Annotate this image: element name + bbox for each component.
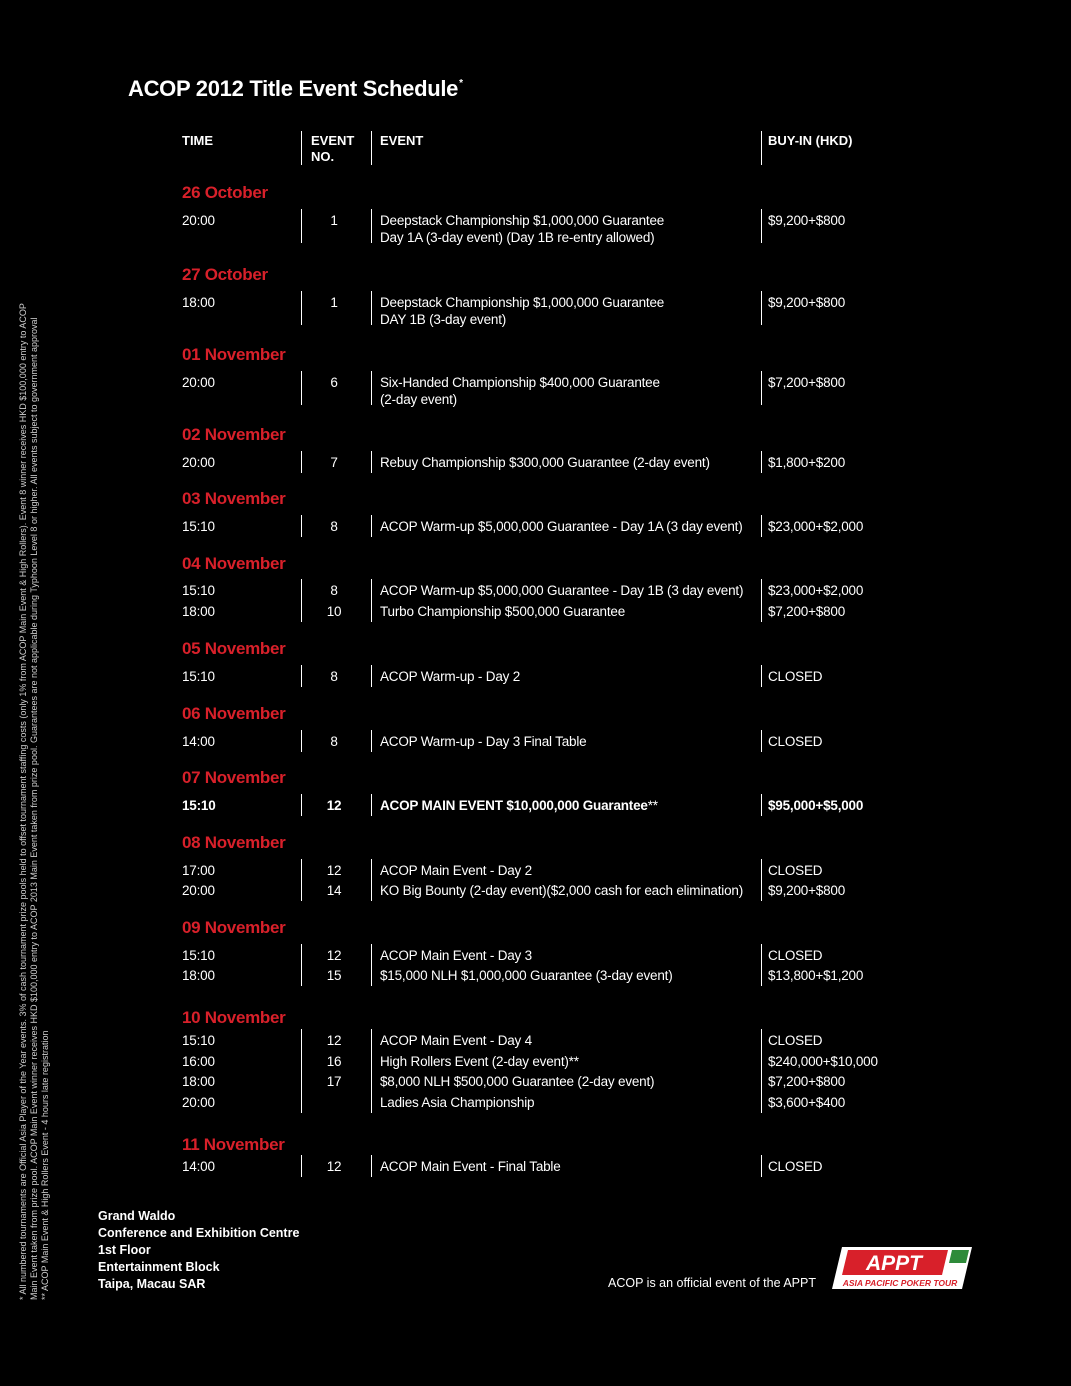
event-name — [380, 374, 660, 408]
event-buyin: CLOSED — [768, 734, 823, 749]
event-name — [380, 1158, 561, 1175]
event-buyin: $95,000+$5,000 — [768, 798, 864, 813]
column-divider — [301, 579, 302, 622]
header-divider — [371, 131, 372, 165]
date-heading: 04 November — [182, 554, 286, 573]
event-name-line: Day 1A (3-day event) (Day 1B re-entry allowed) — [380, 230, 655, 245]
column-divider — [301, 371, 302, 405]
event-name — [380, 797, 658, 814]
event-buyin: $9,200+$800 — [768, 883, 846, 898]
event-name — [380, 668, 520, 685]
event-number: 16 — [326, 1054, 342, 1069]
event-time: 20:00 — [182, 213, 215, 228]
header-event: EVENT — [380, 133, 424, 148]
event-name-line: ACOP MAIN EVENT $10,000,000 Guarantee** — [380, 798, 658, 813]
column-divider — [301, 794, 302, 816]
event-buyin: $7,200+$800 — [768, 375, 846, 390]
event-name-line: $15,000 NLH $1,000,000 Guarantee (3-day event) — [380, 968, 673, 983]
event-number: 10 — [326, 604, 342, 619]
header-event-no: EVENT NO. — [311, 133, 355, 164]
column-divider — [371, 291, 372, 325]
event-name-line: Deepstack Championship $1,000,000 Guarantee — [380, 295, 665, 310]
event-time: 20:00 — [182, 375, 215, 390]
event-number: 8 — [330, 583, 338, 598]
date-heading: 10 November — [182, 1008, 286, 1027]
column-divider — [301, 1029, 302, 1113]
column-divider — [761, 730, 762, 752]
event-name — [380, 212, 664, 246]
event-number: 7 — [330, 455, 338, 470]
event-name — [380, 518, 743, 535]
event-buyin: CLOSED — [768, 948, 823, 963]
column-divider — [371, 579, 372, 622]
event-number: 8 — [330, 669, 338, 684]
event-time: 15:10 — [182, 583, 215, 598]
column-divider — [371, 794, 372, 816]
event-name — [380, 947, 532, 964]
event-name-line: ACOP Warm-up $5,000,000 Guarantee - Day 1B (3 day event) — [380, 583, 744, 598]
date-heading: 11 November — [182, 1135, 285, 1154]
event-number: 12 — [326, 948, 342, 963]
date-heading: 08 November — [182, 833, 286, 852]
column-divider — [761, 291, 762, 325]
event-name-line: Rebuy Championship $300,000 Guarantee (2-day event) — [380, 455, 710, 470]
page-title: ACOP 2012 Title Event Schedule* — [128, 76, 463, 101]
column-divider — [371, 665, 372, 687]
event-name-line: Turbo Championship $500,000 Guarantee — [380, 604, 626, 619]
header-divider — [761, 131, 762, 165]
column-divider — [371, 209, 372, 243]
date-heading: 26 October — [182, 183, 268, 202]
column-divider — [761, 665, 762, 687]
column-divider — [761, 371, 762, 405]
event-time: 20:00 — [182, 1095, 215, 1110]
event-name — [380, 294, 664, 328]
event-name-line: ACOP Main Event - Day 2 — [380, 863, 532, 878]
event-name — [380, 1032, 532, 1049]
event-name — [380, 1094, 534, 1111]
event-time: 15:10 — [182, 798, 216, 813]
date-heading: 01 November — [182, 345, 286, 364]
event-time: 14:00 — [182, 734, 215, 749]
event-name-line: ACOP Warm-up - Day 2 — [380, 669, 521, 684]
column-divider — [301, 1155, 302, 1177]
column-divider — [301, 451, 302, 473]
event-time: 20:00 — [182, 455, 215, 470]
event-number: 12 — [326, 1033, 342, 1048]
event-name-line: ACOP Main Event - Day 4 — [380, 1033, 532, 1048]
column-divider — [371, 451, 372, 473]
column-divider — [371, 1029, 372, 1113]
date-heading: 27 October — [182, 265, 268, 284]
date-heading: 03 November — [182, 489, 286, 508]
svg-text:APPT: APPT — [865, 1252, 923, 1275]
venue-address: Grand Waldo Conference and Exhibition Centre 1st Floor Entertainment Block Taipa, Macau SAR — [98, 1209, 300, 1291]
event-buyin: CLOSED — [768, 863, 823, 878]
event-number: 1 — [330, 213, 338, 228]
event-name — [380, 882, 743, 899]
column-divider — [371, 371, 372, 405]
date-heading: 06 November — [182, 704, 286, 723]
column-divider — [301, 209, 302, 243]
event-name-line: KO Big Bounty (2-day event)($2,000 cash for each elimination) — [380, 883, 743, 898]
column-divider — [301, 665, 302, 687]
event-time: 15:10 — [182, 948, 215, 963]
event-name-line: ACOP Main Event - Day 3 — [380, 948, 532, 963]
column-divider — [761, 209, 762, 243]
event-time: 17:00 — [182, 863, 215, 878]
column-divider — [761, 579, 762, 622]
column-divider — [301, 730, 302, 752]
svg-text:ASIA PACIFIC POKER TOUR: ASIA PACIFIC POKER TOUR — [842, 1278, 958, 1288]
event-number: 14 — [326, 883, 342, 898]
column-divider — [761, 944, 762, 986]
event-buyin: CLOSED — [768, 1033, 823, 1048]
date-heading: 05 November — [182, 639, 286, 658]
event-buyin: $23,000+$2,000 — [768, 583, 864, 598]
footnotes: * All numbered tournaments are Official Asia Player of the Year events. 3% of cash tournament prize pools held to offset tournament staffing costs (only 1% from ACOP Main Event & High Rollers). Event 8 winner receives HKD $100,000 entry to ACOP Main Event taken from prize pool. ACOP Main Event winner receives HKD $100,000 entry to ACOP 2013 Main Event taken from prize pool. Guarantees are not applicable during Typhoon Level 8 or higher. All events subject to government approval ** ACOP Main Event & High Rollers Event - 4 hours late registration — [18, 303, 50, 1300]
event-time: 15:10 — [182, 1033, 215, 1048]
event-name — [380, 1073, 654, 1090]
event-buyin: $23,000+$2,000 — [768, 519, 864, 534]
header-buyin: BUY-IN (HKD) — [768, 133, 853, 148]
event-number: 12 — [326, 863, 342, 878]
event-buyin: CLOSED — [768, 669, 823, 684]
event-name-line: ACOP Main Event - Final Table — [380, 1159, 561, 1174]
event-number: 6 — [330, 375, 338, 390]
event-name-line: Six-Handed Championship $400,000 Guarantee — [380, 375, 660, 390]
event-buyin: $240,000+$10,000 — [768, 1054, 878, 1069]
event-name — [380, 454, 710, 471]
event-name-line: High Rollers Event (2-day event)** — [380, 1054, 579, 1069]
event-number: 12 — [326, 798, 342, 813]
event-name-line: $8,000 NLH $500,000 Guarantee (2-day event) — [380, 1074, 655, 1089]
event-number: 12 — [326, 1159, 342, 1174]
event-time: 20:00 — [182, 883, 215, 898]
event-name-line: (2-day event) — [380, 392, 457, 407]
event-time: 14:00 — [182, 1159, 215, 1174]
event-name — [380, 862, 532, 879]
date-heading: 09 November — [182, 918, 286, 937]
event-time: 18:00 — [182, 295, 215, 310]
event-name-line: ACOP Warm-up - Day 3 Final Table — [380, 734, 587, 749]
column-divider — [301, 291, 302, 325]
column-divider — [761, 1155, 762, 1177]
column-divider — [371, 730, 372, 752]
appt-logo — [828, 1245, 974, 1291]
date-heading: 07 November — [182, 768, 286, 787]
event-name — [380, 1053, 579, 1070]
column-divider — [761, 859, 762, 901]
event-buyin: CLOSED — [768, 1159, 823, 1174]
column-divider — [301, 515, 302, 537]
event-buyin: $7,200+$800 — [768, 1074, 846, 1089]
column-divider — [761, 1029, 762, 1113]
event-name — [380, 603, 625, 620]
event-buyin: $13,800+$1,200 — [768, 968, 864, 983]
event-number: 8 — [330, 519, 338, 534]
event-time: 18:00 — [182, 968, 215, 983]
event-time: 16:00 — [182, 1054, 215, 1069]
column-divider — [761, 794, 762, 816]
column-divider — [761, 515, 762, 537]
date-heading: 02 November — [182, 425, 286, 444]
official-event-text: ACOP is an official event of the APPT — [608, 1276, 816, 1290]
event-name-line: ACOP Warm-up $5,000,000 Guarantee - Day 1A (3 day event) — [380, 519, 743, 534]
event-number: 1 — [330, 295, 338, 310]
event-name — [380, 733, 586, 750]
event-time: 18:00 — [182, 604, 215, 619]
event-buyin: $7,200+$800 — [768, 604, 846, 619]
column-divider — [371, 515, 372, 537]
event-time: 15:10 — [182, 669, 215, 684]
event-number: 15 — [326, 968, 342, 983]
column-divider — [301, 859, 302, 901]
column-divider — [371, 859, 372, 901]
header-divider — [301, 131, 302, 165]
event-buyin: $9,200+$800 — [768, 213, 846, 228]
event-number: 8 — [330, 734, 338, 749]
event-buyin: $1,800+$200 — [768, 455, 846, 470]
event-time: 18:00 — [182, 1074, 215, 1089]
event-name — [380, 967, 673, 984]
event-name-line: Deepstack Championship $1,000,000 Guarantee — [380, 213, 665, 228]
event-name-line: Ladies Asia Championship — [380, 1095, 535, 1110]
header-time: TIME — [182, 133, 214, 148]
column-divider — [301, 944, 302, 986]
event-buyin: $3,600+$400 — [768, 1095, 846, 1110]
column-divider — [761, 451, 762, 473]
event-time: 15:10 — [182, 519, 215, 534]
event-buyin: $9,200+$800 — [768, 295, 846, 310]
column-divider — [371, 1155, 372, 1177]
event-name-line: DAY 1B (3-day event) — [380, 312, 507, 327]
event-number: 17 — [326, 1074, 342, 1089]
event-name — [380, 582, 743, 599]
column-divider — [371, 944, 372, 986]
